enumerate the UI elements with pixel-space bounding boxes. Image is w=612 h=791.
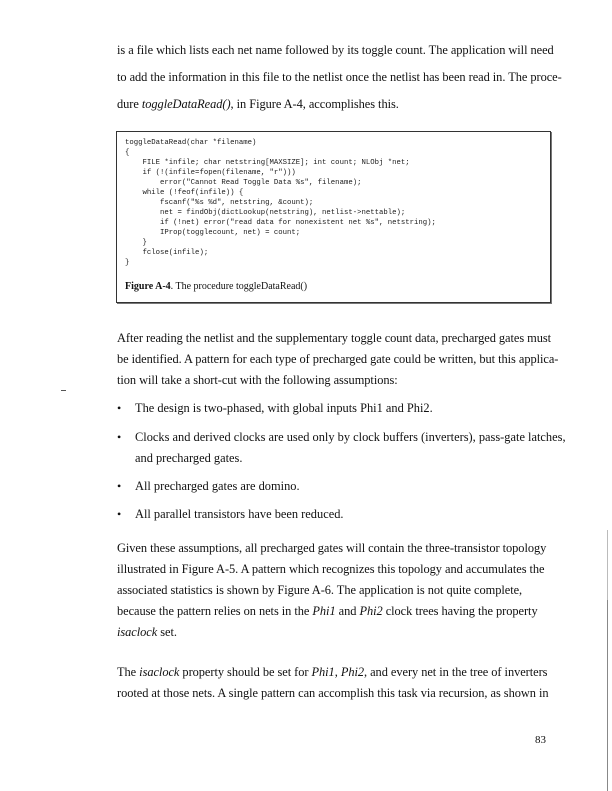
code-line: toggleDataRead(char *filename)	[125, 139, 257, 147]
intro-line-3	[117, 97, 399, 111]
para3-line-4	[117, 604, 538, 618]
bullet-icon: •	[117, 430, 122, 444]
scan-artifact-edge-dark	[607, 600, 608, 791]
code-line: FILE *infile; char netstring[MAXSIZE]; int count; NLObj *net;	[125, 159, 410, 167]
code-line: }	[125, 239, 147, 247]
list-item: All parallel transistors have been reduced.	[135, 507, 344, 521]
intro-line-1: is a file which lists each net name followed by its toggle count. The application will need	[117, 43, 554, 57]
para3-line-3: associated statistics is shown by Figure A-6. The application is not quite complete,	[117, 583, 523, 597]
para2-line-2: be identified. A pattern for each type of precharged gate could be written, but this applica-	[117, 352, 559, 366]
para3-line-4-mid: and	[335, 604, 360, 618]
code-line: while (!feof(infile)) {	[125, 189, 244, 197]
para4-line-1	[117, 665, 547, 679]
figure-caption-text: . The procedure toggleDataRead()	[170, 281, 308, 292]
phi1-reference: Phi1	[311, 665, 335, 679]
para4-line-1-pre: The	[117, 665, 140, 679]
para3-line-5	[117, 625, 177, 639]
list-item-continuation: and precharged gates.	[135, 451, 243, 465]
code-line: net = findObj(dictLookup(netstring), netlist->nettable);	[125, 209, 406, 217]
phi2-reference: Phi2	[359, 604, 383, 618]
code-line: error("Cannot Read Toggle Data %s", filename);	[125, 179, 362, 187]
para2-line-3: tion will take a short-cut with the following assumptions:	[117, 373, 398, 387]
para3-line-5-post: set.	[157, 625, 177, 639]
para3-line-2: illustrated in Figure A-5. A pattern which recognizes this topology and accumulates the	[117, 562, 545, 576]
para3-line-4-pre: because the pattern relies on nets in the	[117, 604, 313, 618]
intro-line-2: to add the information in this file to the netlist once the netlist has been read in. The proce-	[117, 70, 562, 84]
bullet-icon: •	[117, 479, 122, 493]
page-number: 83	[535, 734, 546, 746]
isaclock-reference: isaclock	[117, 625, 158, 639]
scan-artifact-mark	[61, 390, 66, 391]
isaclock-reference: isaclock	[139, 665, 180, 679]
para4-line-1-post: , and every net in the tree of inverters	[364, 665, 548, 679]
intro-line-3-post: , in Figure A-4, accomplishes this.	[230, 97, 399, 111]
para4-line-1-sep: ,	[334, 665, 341, 679]
figure-caption-label: Figure A-4	[125, 281, 171, 292]
code-line: }	[125, 259, 130, 267]
phi2-reference: Phi2	[340, 665, 365, 679]
code-line: fclose(infile);	[125, 249, 209, 257]
para2-line-1: After reading the netlist and the supplementary toggle count data, precharged gates must	[117, 331, 552, 345]
intro-line-3-pre: dure	[117, 97, 142, 111]
para4-line-1-mid: property should be set for	[179, 665, 312, 679]
list-item: Clocks and derived clocks are used only by clock buffers (inverters), pass-gate latches,	[135, 430, 566, 444]
para3-line-4-post: clock trees having the property	[382, 604, 538, 618]
code-line: if (!(infile=fopen(filename, "r")))	[125, 169, 296, 177]
bullet-icon: •	[117, 507, 122, 521]
figure-caption	[125, 281, 307, 293]
list-item: The design is two-phased, with global inputs Phi1 and Phi2.	[135, 401, 433, 415]
list-item: All precharged gates are domino.	[135, 479, 300, 493]
figure-a4-box	[116, 131, 551, 303]
code-line: fscanf("%s %d", netstring, &count);	[125, 199, 314, 207]
code-line: IProp(togglecount, net) = count;	[125, 229, 301, 237]
phi1-reference: Phi1	[312, 604, 336, 618]
function-name-reference: toggleDataRead()	[141, 97, 231, 111]
code-line: if (!net) error("read data for nonexistent net %s", netstring);	[125, 219, 436, 227]
para3-line-1: Given these assumptions, all precharged gates will contain the three-transistor topology	[117, 541, 547, 555]
bullet-icon: •	[117, 401, 122, 415]
code-line: {	[125, 149, 130, 157]
para4-line-2: rooted at those nets. A single pattern can accomplish this task via recursion, as shown in	[117, 686, 549, 700]
